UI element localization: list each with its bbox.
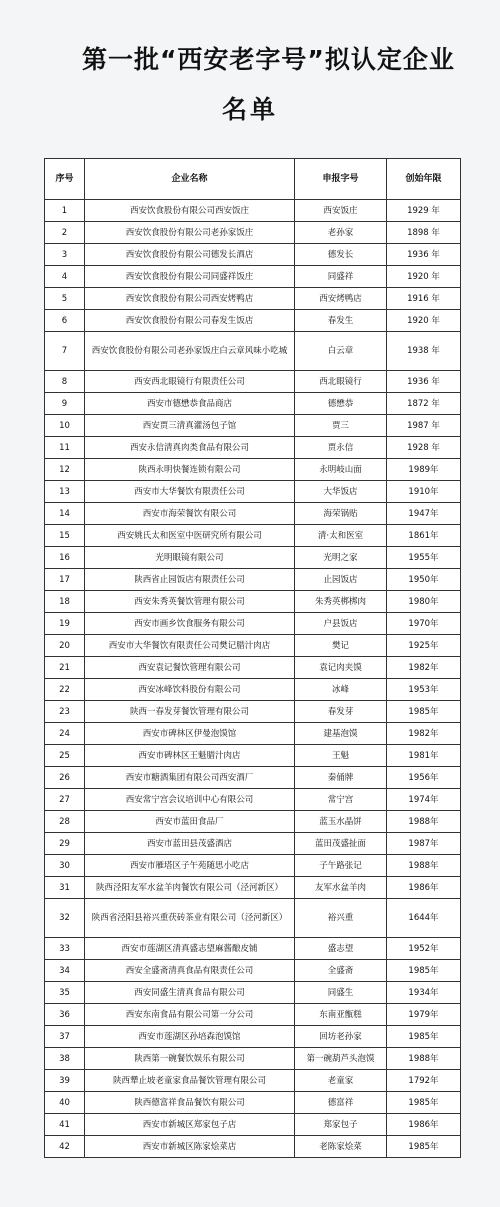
- table-row: [45, 310, 461, 332]
- table-row: [45, 960, 461, 982]
- cell-enterprise-name: 陕西第一碗餐饮娱乐有限公司: [85, 1048, 295, 1070]
- cell-founding-year: 1987 年: [387, 415, 461, 437]
- cell-enterprise-name: 西安市雁塔区子午苑随思小吃店: [85, 855, 295, 877]
- table-body: [45, 200, 461, 1158]
- table-row: [45, 1092, 461, 1114]
- cell-declared-brand: 同盛生: [295, 982, 387, 1004]
- cell-enterprise-name: 西安市莲湖区清真盛志望麻酱酿皮铺: [85, 938, 295, 960]
- header-founding-year: 创始年限: [387, 159, 461, 200]
- cell-serial-number: 23: [45, 701, 85, 723]
- cell-declared-brand: 春发生: [295, 310, 387, 332]
- cell-enterprise-name: 西安市糖酒集团有限公司西安酒厂: [85, 767, 295, 789]
- page-title: 第一批“西安老字号”拟认定企业: [82, 45, 455, 74]
- cell-declared-brand: 裕兴重: [295, 899, 387, 938]
- cell-enterprise-name: 西安市大华餐饮有限责任公司樊记腊汁肉店: [85, 635, 295, 657]
- cell-declared-brand: 樊记: [295, 635, 387, 657]
- cell-declared-brand: 友军水盆羊肉: [295, 877, 387, 899]
- cell-founding-year: 1861年: [387, 525, 461, 547]
- table-row: [45, 745, 461, 767]
- cell-serial-number: 39: [45, 1070, 85, 1092]
- cell-founding-year: 1898 年: [387, 222, 461, 244]
- cell-serial-number: 7: [45, 332, 85, 371]
- cell-serial-number: 38: [45, 1048, 85, 1070]
- cell-founding-year: 1792年: [387, 1070, 461, 1092]
- table-row: [45, 811, 461, 833]
- table-row: [45, 459, 461, 481]
- cell-serial-number: 8: [45, 371, 85, 393]
- cell-enterprise-name: 西安市蓝田县茂盛酒店: [85, 833, 295, 855]
- table-row: [45, 877, 461, 899]
- cell-declared-brand: 蓝玉水晶饼: [295, 811, 387, 833]
- cell-declared-brand: 白云章: [295, 332, 387, 371]
- header-enterprise-name: 企业名称: [85, 159, 295, 200]
- cell-founding-year: 1985年: [387, 701, 461, 723]
- cell-founding-year: 1920 年: [387, 266, 461, 288]
- table-row: [45, 1026, 461, 1048]
- table-row: [45, 200, 461, 222]
- cell-founding-year: 1988年: [387, 1048, 461, 1070]
- cell-serial-number: 6: [45, 310, 85, 332]
- table-row: [45, 789, 461, 811]
- cell-enterprise-name: 陕西犟止坡老童家食品餐饮管理有限公司: [85, 1070, 295, 1092]
- table-row: [45, 503, 461, 525]
- cell-declared-brand: 盛志望: [295, 938, 387, 960]
- cell-serial-number: 32: [45, 899, 85, 938]
- cell-enterprise-name: 西安市碑林区伊曼泡馍馆: [85, 723, 295, 745]
- header-serial-number: 序号: [45, 159, 85, 200]
- cell-serial-number: 21: [45, 657, 85, 679]
- cell-declared-brand: 止园饭店: [295, 569, 387, 591]
- cell-declared-brand: 德懋恭: [295, 393, 387, 415]
- table-row: [45, 332, 461, 371]
- cell-declared-brand: 光明之家: [295, 547, 387, 569]
- cell-founding-year: 1979年: [387, 1004, 461, 1026]
- cell-founding-year: 1936 年: [387, 244, 461, 266]
- table-row: [45, 1114, 461, 1136]
- cell-founding-year: 1982年: [387, 723, 461, 745]
- cell-enterprise-name: 西安饮食股份有限公司老孙家饭庄白云章风味小吃城: [85, 332, 295, 371]
- cell-enterprise-name: 西安全盛斋清真食品有限责任公司: [85, 960, 295, 982]
- table-row: [45, 415, 461, 437]
- cell-founding-year: 1985年: [387, 1092, 461, 1114]
- table-row: [45, 222, 461, 244]
- table-row: [45, 1070, 461, 1092]
- cell-founding-year: 1955年: [387, 547, 461, 569]
- cell-enterprise-name: 西安市大华餐饮有限责任公司: [85, 481, 295, 503]
- cell-enterprise-name: 西安市莲湖区孙培森泡馍馆: [85, 1026, 295, 1048]
- cell-founding-year: 1938 年: [387, 332, 461, 371]
- table-row: [45, 591, 461, 613]
- cell-serial-number: 36: [45, 1004, 85, 1026]
- table-row: [45, 701, 461, 723]
- cell-serial-number: 2: [45, 222, 85, 244]
- cell-enterprise-name: 陕西永明快餐连锁有限公司: [85, 459, 295, 481]
- cell-founding-year: 1929 年: [387, 200, 461, 222]
- cell-serial-number: 19: [45, 613, 85, 635]
- cell-declared-brand: 子午路张记: [295, 855, 387, 877]
- cell-founding-year: 1920 年: [387, 310, 461, 332]
- cell-enterprise-name: 西安市新城区陈家烩菜店: [85, 1136, 295, 1158]
- cell-declared-brand: 西安烤鸭店: [295, 288, 387, 310]
- cell-declared-brand: 大华饭店: [295, 481, 387, 503]
- cell-declared-brand: 清·太和医室: [295, 525, 387, 547]
- table-row: [45, 437, 461, 459]
- cell-declared-brand: 建基泡馍: [295, 723, 387, 745]
- cell-declared-brand: 老陈家烩菜: [295, 1136, 387, 1158]
- cell-serial-number: 26: [45, 767, 85, 789]
- cell-enterprise-name: 西安饮食股份有限公司春发生饭店: [85, 310, 295, 332]
- cell-serial-number: 15: [45, 525, 85, 547]
- cell-declared-brand: 春发芽: [295, 701, 387, 723]
- cell-declared-brand: 户县饭店: [295, 613, 387, 635]
- cell-enterprise-name: 西安饮食股份有限公司西安饭庄: [85, 200, 295, 222]
- cell-founding-year: 1989年: [387, 459, 461, 481]
- cell-declared-brand: 第一碗葫芦头泡馍: [295, 1048, 387, 1070]
- cell-declared-brand: 同盛祥: [295, 266, 387, 288]
- table-row: [45, 679, 461, 701]
- cell-serial-number: 28: [45, 811, 85, 833]
- table-row: [45, 613, 461, 635]
- cell-founding-year: 1928 年: [387, 437, 461, 459]
- cell-founding-year: 1925年: [387, 635, 461, 657]
- table-row: [45, 833, 461, 855]
- cell-serial-number: 22: [45, 679, 85, 701]
- title-area: [0, 0, 500, 150]
- cell-declared-brand: 郑家包子: [295, 1114, 387, 1136]
- table-row: [45, 244, 461, 266]
- cell-enterprise-name: 西安西北眼镜行有限责任公司: [85, 371, 295, 393]
- cell-serial-number: 35: [45, 982, 85, 1004]
- cell-enterprise-name: 陕西省止园饭店有限责任公司: [85, 569, 295, 591]
- cell-enterprise-name: 西安贾三清真灌汤包子馆: [85, 415, 295, 437]
- cell-serial-number: 30: [45, 855, 85, 877]
- table-row: [45, 1004, 461, 1026]
- cell-founding-year: 1988年: [387, 855, 461, 877]
- cell-serial-number: 41: [45, 1114, 85, 1136]
- cell-declared-brand: 贾三: [295, 415, 387, 437]
- cell-enterprise-name: 西安同盛生清真食品有限公司: [85, 982, 295, 1004]
- table-row: [45, 1136, 461, 1158]
- cell-declared-brand: 海荣锅贴: [295, 503, 387, 525]
- cell-serial-number: 1: [45, 200, 85, 222]
- cell-enterprise-name: 西安市海荣餐饮有限公司: [85, 503, 295, 525]
- cell-founding-year: 1956年: [387, 767, 461, 789]
- cell-enterprise-name: 西安姚氏太和医室中医研究所有限公司: [85, 525, 295, 547]
- cell-serial-number: 40: [45, 1092, 85, 1114]
- cell-declared-brand: 回坊老孙家: [295, 1026, 387, 1048]
- cell-serial-number: 14: [45, 503, 85, 525]
- cell-enterprise-name: 西安饮食股份有限公司德发长酒店: [85, 244, 295, 266]
- cell-founding-year: 1985年: [387, 1136, 461, 1158]
- cell-serial-number: 11: [45, 437, 85, 459]
- cell-enterprise-name: 西安市德懋恭食品商店: [85, 393, 295, 415]
- cell-enterprise-name: 西安东南食品有限公司第一分公司: [85, 1004, 295, 1026]
- cell-serial-number: 3: [45, 244, 85, 266]
- cell-enterprise-name: 西安饮食股份有限公司同盛祥饭庄: [85, 266, 295, 288]
- table-row: [45, 938, 461, 960]
- cell-declared-brand: 蓝田茂盛扯面: [295, 833, 387, 855]
- table-row: [45, 899, 461, 938]
- table-row: [45, 525, 461, 547]
- cell-founding-year: 1872 年: [387, 393, 461, 415]
- cell-founding-year: 1987年: [387, 833, 461, 855]
- cell-serial-number: 16: [45, 547, 85, 569]
- cell-founding-year: 1981年: [387, 745, 461, 767]
- table-row: [45, 288, 461, 310]
- cell-serial-number: 5: [45, 288, 85, 310]
- cell-founding-year: 1910年: [387, 481, 461, 503]
- cell-serial-number: 12: [45, 459, 85, 481]
- cell-declared-brand: 德发长: [295, 244, 387, 266]
- cell-declared-brand: 袁记肉夹馍: [295, 657, 387, 679]
- cell-declared-brand: 西北眼镜行: [295, 371, 387, 393]
- cell-serial-number: 9: [45, 393, 85, 415]
- cell-declared-brand: 冰峰: [295, 679, 387, 701]
- cell-declared-brand: 老童家: [295, 1070, 387, 1092]
- cell-founding-year: 1936 年: [387, 371, 461, 393]
- cell-declared-brand: 永明岐山面: [295, 459, 387, 481]
- cell-declared-brand: 西安饭庄: [295, 200, 387, 222]
- table-row: [45, 982, 461, 1004]
- cell-founding-year: 1953年: [387, 679, 461, 701]
- cell-enterprise-name: 陕西德富祥食品餐饮有限公司: [85, 1092, 295, 1114]
- cell-serial-number: 31: [45, 877, 85, 899]
- cell-founding-year: 1934年: [387, 982, 461, 1004]
- cell-declared-brand: 秦俑牌: [295, 767, 387, 789]
- table-header-row: [45, 159, 461, 200]
- cell-enterprise-name: 西安市碑林区王魁腊汁肉店: [85, 745, 295, 767]
- table-row: [45, 767, 461, 789]
- cell-enterprise-name: 西安饮食股份有限公司老孙家饭庄: [85, 222, 295, 244]
- table-row: [45, 1048, 461, 1070]
- cell-serial-number: 42: [45, 1136, 85, 1158]
- cell-declared-brand: 德富祥: [295, 1092, 387, 1114]
- cell-enterprise-name: 西安市新城区郑家包子店: [85, 1114, 295, 1136]
- cell-serial-number: 20: [45, 635, 85, 657]
- table-row: [45, 569, 461, 591]
- cell-serial-number: 37: [45, 1026, 85, 1048]
- cell-declared-brand: 王魁: [295, 745, 387, 767]
- cell-enterprise-name: 西安市画乡饮食服务有限公司: [85, 613, 295, 635]
- page-title-continued: 名单: [221, 95, 278, 124]
- cell-founding-year: 1986年: [387, 877, 461, 899]
- cell-serial-number: 13: [45, 481, 85, 503]
- cell-enterprise-name: 西安常宁宫会议培训中心有限公司: [85, 789, 295, 811]
- cell-enterprise-name: 西安饮食股份有限公司西安烤鸭店: [85, 288, 295, 310]
- cell-enterprise-name: 陕西一春发芽餐饮管理有限公司: [85, 701, 295, 723]
- cell-serial-number: 27: [45, 789, 85, 811]
- cell-enterprise-name: 西安冰峰饮料股份有限公司: [85, 679, 295, 701]
- table-row: [45, 547, 461, 569]
- cell-serial-number: 10: [45, 415, 85, 437]
- cell-serial-number: 29: [45, 833, 85, 855]
- table-row: [45, 371, 461, 393]
- cell-founding-year: 1950年: [387, 569, 461, 591]
- table-row: [45, 723, 461, 745]
- table-row: [45, 855, 461, 877]
- cell-serial-number: 25: [45, 745, 85, 767]
- cell-founding-year: 1985年: [387, 960, 461, 982]
- cell-serial-number: 34: [45, 960, 85, 982]
- enterprise-table: [44, 158, 461, 1158]
- cell-declared-brand: 全盛斋: [295, 960, 387, 982]
- cell-enterprise-name: 西安永信清真肉类食品有限公司: [85, 437, 295, 459]
- table-row: [45, 657, 461, 679]
- cell-enterprise-name: 光明眼镜有限公司: [85, 547, 295, 569]
- cell-serial-number: 17: [45, 569, 85, 591]
- cell-declared-brand: 贾永信: [295, 437, 387, 459]
- cell-founding-year: 1952年: [387, 938, 461, 960]
- cell-enterprise-name: 西安袁记餐饮管理有限公司: [85, 657, 295, 679]
- cell-founding-year: 1986年: [387, 1114, 461, 1136]
- table-row: [45, 635, 461, 657]
- cell-serial-number: 33: [45, 938, 85, 960]
- cell-enterprise-name: 陕西泾阳友军水盆羊肉餐饮有限公司（泾河新区）: [85, 877, 295, 899]
- cell-enterprise-name: 陕西省泾阳县裕兴重茯砖茶业有限公司（泾河新区）: [85, 899, 295, 938]
- cell-enterprise-name: 西安朱秀英餐饮管理有限公司: [85, 591, 295, 613]
- cell-declared-brand: 常宁宫: [295, 789, 387, 811]
- cell-founding-year: 1644年: [387, 899, 461, 938]
- table-row: [45, 481, 461, 503]
- cell-declared-brand: 老孙家: [295, 222, 387, 244]
- cell-serial-number: 18: [45, 591, 85, 613]
- cell-founding-year: 1947年: [387, 503, 461, 525]
- cell-declared-brand: 东南亚甑糕: [295, 1004, 387, 1026]
- cell-founding-year: 1916 年: [387, 288, 461, 310]
- cell-serial-number: 4: [45, 266, 85, 288]
- cell-founding-year: 1985年: [387, 1026, 461, 1048]
- cell-enterprise-name: 西安市蓝田食品厂: [85, 811, 295, 833]
- cell-founding-year: 1974年: [387, 789, 461, 811]
- cell-serial-number: 24: [45, 723, 85, 745]
- cell-founding-year: 1988年: [387, 811, 461, 833]
- cell-founding-year: 1982年: [387, 657, 461, 679]
- cell-declared-brand: 朱秀英梆梆肉: [295, 591, 387, 613]
- cell-founding-year: 1980年: [387, 591, 461, 613]
- table-row: [45, 393, 461, 415]
- table-row: [45, 266, 461, 288]
- cell-founding-year: 1970年: [387, 613, 461, 635]
- header-declared-brand: 申报字号: [295, 159, 387, 200]
